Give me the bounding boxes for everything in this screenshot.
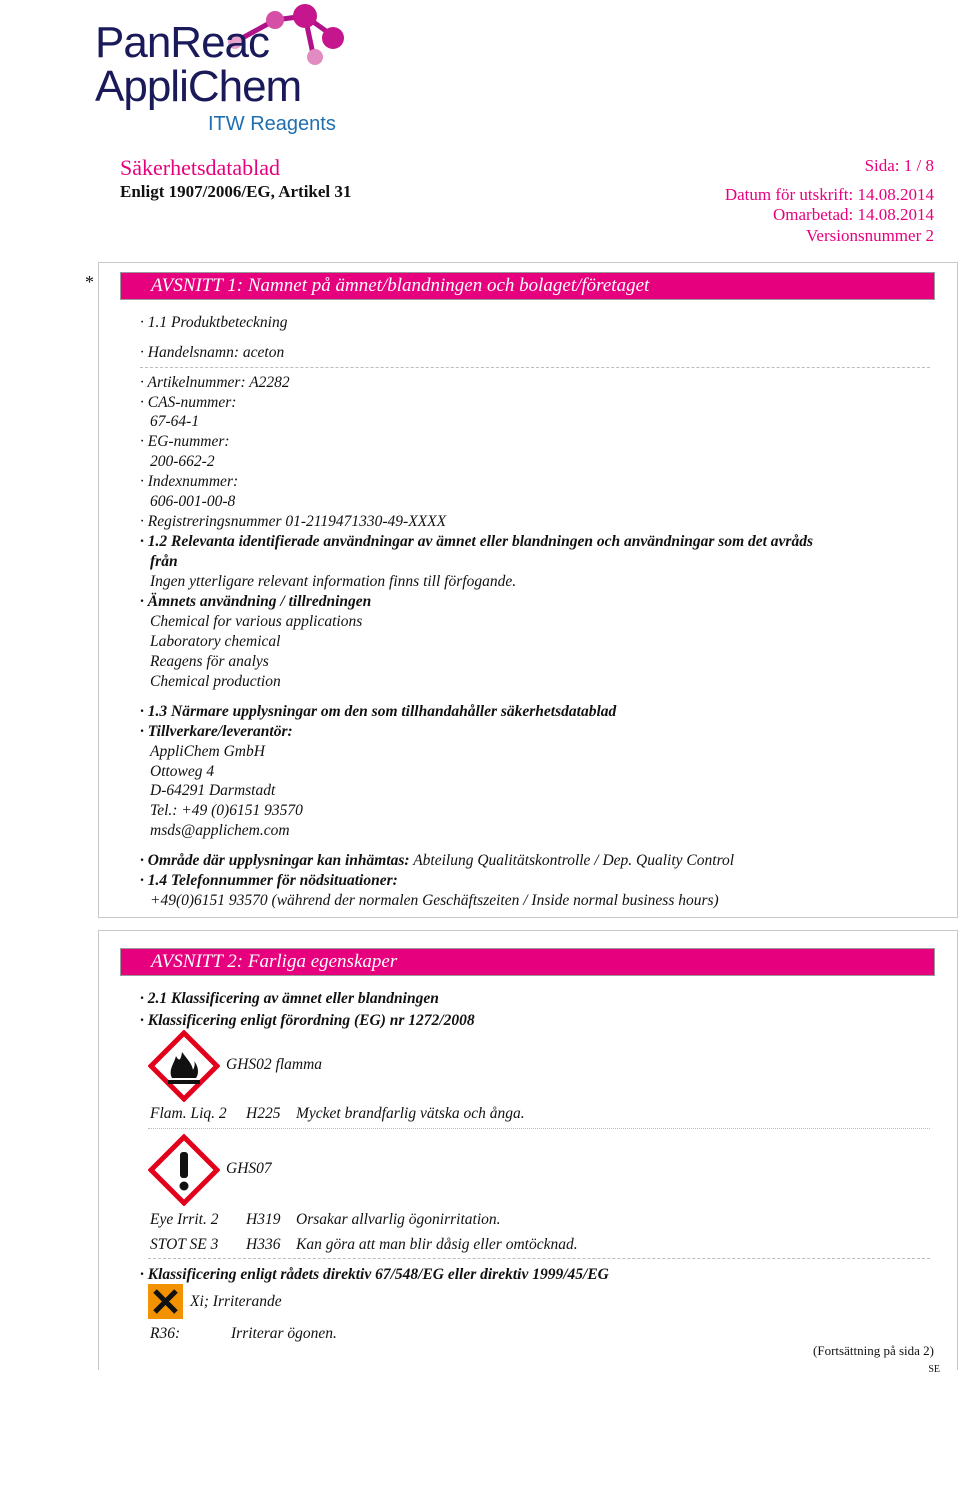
subsection-1-2: · 1.2 Relevanta identifierade användningar av ämnet eller blandningen och användningar som det avråds: [140, 533, 814, 550]
page-number: Sida: 1 / 8: [864, 156, 934, 175]
r-text: Irriterar ögonen.: [231, 1325, 337, 1342]
subsection-1-4: · 1.4 Telefonnummer för nödsituationer:: [140, 872, 398, 889]
info-area-label: · Område där upplysningar kan inhämtas:: [140, 852, 410, 869]
ghs02-label: GHS02 flamma: [226, 1056, 323, 1073]
index-value: 606-001-00-8: [150, 493, 236, 510]
supplier-line: Ottoweg 4: [150, 763, 215, 780]
section-2-title: AVSNITT 2: Farliga egenskaper: [120, 948, 935, 976]
clp-classification-label: · Klassificering enligt förordning (EG) nr 1272/2008: [140, 1012, 475, 1029]
subsection-1-1: · 1.1 Produktbeteckning: [140, 314, 288, 331]
xi-label: Xi; Irriterande: [190, 1293, 282, 1310]
dsd-classification-label: · Klassificering enligt rådets direktiv 67/548/EG eller direktiv 1999/45/EG: [140, 1266, 609, 1283]
info-area-value: Abteilung Qualitätskontrolle / Dep. Quality Control: [413, 852, 735, 869]
logo-line-1: PanReac: [95, 18, 270, 67]
use-label: · Ämnets användning / tillredningen: [140, 593, 372, 610]
trade-name: · Handelsnamn: aceton: [140, 344, 285, 361]
article-number: · Artikelnummer: A2282: [140, 374, 290, 391]
eg-label: · EG-nummer:: [140, 433, 230, 450]
index-label: · Indexnummer:: [140, 473, 239, 490]
supplier-email[interactable]: msds@applichem.com: [150, 822, 290, 839]
supplier-line: AppliChem GmbH: [150, 743, 265, 760]
divider: [148, 1258, 930, 1259]
flam-text: Mycket brandfarlig vätska och ånga.: [296, 1105, 525, 1122]
subsection-1-2-cont: från: [150, 553, 178, 570]
emergency-phone: +49(0)6151 93570 (während der normalen Geschäftszeiten / Inside normal business hours): [150, 892, 719, 909]
print-date: Datum för utskrift: 14.08.2014: [724, 185, 934, 204]
cas-label: · CAS-nummer:: [140, 394, 237, 411]
stot-code: H336: [246, 1236, 281, 1253]
ghs07-exclamation-icon: [148, 1134, 220, 1206]
eye-text: Orsakar allvarlig ögonirritation.: [296, 1211, 501, 1228]
logo-line-2: AppliChem: [95, 62, 302, 111]
supplier-label: · Tillverkare/leverantör:: [140, 723, 293, 740]
divider: [148, 1128, 930, 1129]
revised-date: Omarbetad: 14.08.2014: [773, 205, 934, 224]
version-number: Versionsnummer 2: [806, 226, 934, 245]
continuation-note: (Fortsättning på sida 2): [813, 1343, 934, 1358]
supplier-line: Tel.: +49 (0)6151 93570: [150, 802, 303, 819]
registration-number: · Registreringsnummer 01-2119471330-49-XXXX: [140, 513, 447, 530]
supplier-line: D-64291 Darmstadt: [150, 782, 276, 799]
eg-value: 200-662-2: [150, 453, 215, 470]
eye-class: Eye Irrit. 2: [150, 1211, 219, 1228]
subsection-2-1: · 2.1 Klassificering av ämnet eller blandningen: [140, 990, 439, 1007]
r-code: R36:: [150, 1325, 181, 1342]
logo-line-3: ITW Reagents: [208, 113, 336, 135]
info-area: [140, 852, 734, 870]
use-item: Reagens för analys: [150, 653, 269, 670]
no-info-text: Ingen ytterligare relevant information finns till förfogande.: [150, 573, 517, 590]
cas-value: 67-64-1: [150, 413, 200, 430]
stot-text: Kan göra att man blir dåsig eller omtöcknad.: [296, 1236, 578, 1253]
document-title: Säkerhetsdatablad: [120, 155, 281, 180]
revision-asterisk: *: [85, 272, 94, 292]
use-item: Chemical production: [150, 673, 281, 690]
stot-class: STOT SE 3: [150, 1236, 219, 1253]
flam-class: Flam. Liq. 2: [150, 1105, 227, 1122]
ghs02-flame-icon: [148, 1030, 220, 1102]
section-1-title: AVSNITT 1: Namnet på ämnet/blandningen och bolaget/företaget: [120, 272, 935, 300]
divider: [140, 367, 930, 368]
use-item: Chemical for various applications: [150, 613, 363, 630]
regulation-subtitle: Enligt 1907/2006/EG, Artikel 31: [120, 182, 352, 201]
ghs07-label: GHS07: [226, 1160, 272, 1177]
use-item: Laboratory chemical: [150, 633, 281, 650]
xi-irritant-icon: [148, 1284, 183, 1319]
subsection-1-3: · 1.3 Närmare upplysningar om den som tillhandahåller säkerhetsdatablad: [140, 703, 617, 720]
eye-code: H319: [246, 1211, 281, 1228]
language-code: SE: [928, 1364, 940, 1375]
flam-code: H225: [246, 1105, 281, 1122]
